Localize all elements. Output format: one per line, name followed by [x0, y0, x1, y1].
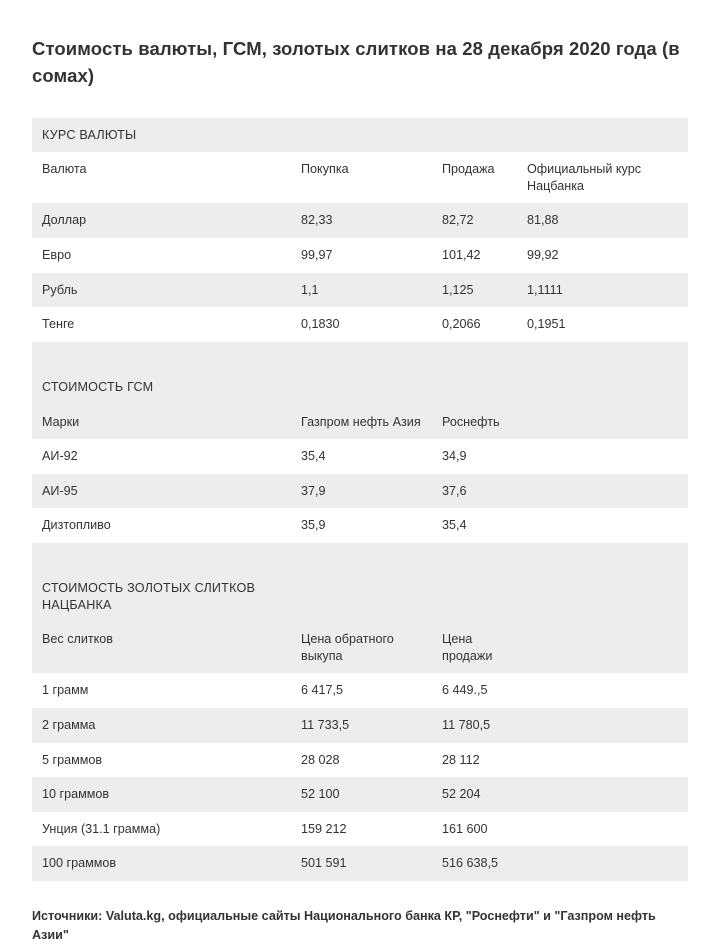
column-headers-fuel: [32, 405, 688, 440]
cell-fuel-name: Дизтопливо: [32, 508, 291, 543]
cell-currency-name: Тенге: [32, 307, 291, 342]
column-header: Газпром нефть Азия: [291, 405, 432, 440]
column-header: Официальный курс Нацбанка: [517, 152, 688, 203]
cell-gold-extra: [517, 812, 688, 847]
section-filler: [517, 370, 688, 405]
table-row: [32, 307, 688, 342]
column-header: [517, 405, 688, 440]
section-filler: [432, 118, 517, 153]
cell-fuel-name: АИ-95: [32, 474, 291, 509]
cell-currency-buy: 82,33: [291, 203, 432, 238]
section-filler: [517, 571, 688, 622]
cell-currency-sell: 101,42: [432, 238, 517, 273]
cell-gold-buyback: 501 591: [291, 846, 432, 881]
cell-fuel-gazprom: 35,4: [291, 439, 432, 474]
cell-currency-buy: 1,1: [291, 273, 432, 308]
cell-gold-weight: 5 граммов: [32, 743, 291, 778]
table-row: [32, 474, 688, 509]
cell-gold-buyback: 159 212: [291, 812, 432, 847]
cell-currency-official: 99,92: [517, 238, 688, 273]
column-header: Цена обратного выкупа: [291, 622, 432, 673]
section-title-fuel: СТОИМОСТЬ ГСМ: [32, 370, 291, 405]
cell-currency-buy: 99,97: [291, 238, 432, 273]
cell-gold-weight: 1 грамм: [32, 673, 291, 708]
section-filler: [291, 571, 432, 622]
cell-gold-weight: 100 граммов: [32, 846, 291, 881]
cell-gold-sale: 516 638,5: [432, 846, 517, 881]
rates-table: [32, 118, 688, 881]
cell-fuel-extra: [517, 508, 688, 543]
table-row: [32, 273, 688, 308]
section-title-currency: КУРС ВАЛЮТЫ: [32, 118, 291, 153]
page-title: Стоимость валюты, ГСМ, золотых слитков на 28 декабря 2020 года (в сомах): [32, 38, 680, 86]
section-divider: [32, 342, 688, 370]
table-row: [32, 846, 688, 881]
table-row: [32, 439, 688, 474]
cell-fuel-rosneft: 35,4: [432, 508, 517, 543]
cell-gold-buyback: 6 417,5: [291, 673, 432, 708]
section-filler: [517, 118, 688, 153]
column-header: Цена продажи: [432, 622, 517, 673]
column-header: Продажа: [432, 152, 517, 203]
column-header: Вес слитков: [32, 622, 291, 673]
cell-gold-extra: [517, 743, 688, 778]
cell-gold-extra: [517, 777, 688, 812]
cell-gold-weight: 10 граммов: [32, 777, 291, 812]
cell-gold-sale: 52 204: [432, 777, 517, 812]
section-title-gold: СТОИМОСТЬ ЗОЛОТЫХ СЛИТКОВ НАЦБАНКА: [32, 571, 291, 622]
cell-gold-sale: 161 600: [432, 812, 517, 847]
cell-currency-name: Рубль: [32, 273, 291, 308]
column-header: [517, 622, 688, 673]
section-filler: [432, 370, 517, 405]
column-headers-currency: [32, 152, 688, 203]
table-row: [32, 812, 688, 847]
cell-currency-official: 1,1111: [517, 273, 688, 308]
table-row: [32, 743, 688, 778]
cell-gold-buyback: 28 028: [291, 743, 432, 778]
cell-gold-sale: 11 780,5: [432, 708, 517, 743]
table-row: [32, 238, 688, 273]
section-divider: [32, 543, 688, 571]
table-row: [32, 203, 688, 238]
cell-fuel-gazprom: 35,9: [291, 508, 432, 543]
column-header: Марки: [32, 405, 291, 440]
cell-fuel-rosneft: 37,6: [432, 474, 517, 509]
table-row: [32, 777, 688, 812]
cell-gold-buyback: 52 100: [291, 777, 432, 812]
column-header: Покупка: [291, 152, 432, 203]
source-note-wrapper: [32, 907, 688, 945]
cell-gold-buyback: 11 733,5: [291, 708, 432, 743]
cell-fuel-rosneft: 34,9: [432, 439, 517, 474]
section-header-fuel: [32, 370, 688, 405]
column-header: Роснефть: [432, 405, 517, 440]
table-row: [32, 673, 688, 708]
cell-gold-weight: 2 грамма: [32, 708, 291, 743]
cell-fuel-name: АИ-92: [32, 439, 291, 474]
cell-gold-sale: 28 112: [432, 743, 517, 778]
cell-currency-name: Доллар: [32, 203, 291, 238]
section-header-gold: [32, 571, 688, 622]
cell-currency-official: 81,88: [517, 203, 688, 238]
section-filler: [432, 571, 517, 622]
cell-fuel-extra: [517, 439, 688, 474]
section-filler: [291, 118, 432, 153]
column-header: Валюта: [32, 152, 291, 203]
table-row: [32, 708, 688, 743]
cell-gold-extra: [517, 708, 688, 743]
cell-gold-weight: Унция (31.1 грамма): [32, 812, 291, 847]
cell-gold-sale: 6 449.,5: [432, 673, 517, 708]
table-row: [32, 508, 688, 543]
cell-currency-name: Евро: [32, 238, 291, 273]
cell-fuel-extra: [517, 474, 688, 509]
section-filler: [291, 370, 432, 405]
source-note: Источники: Valuta.kg, официальные сайты Национального банка КР, "Роснефти" и "Газпром нефть Азии": [32, 909, 656, 942]
cell-gold-extra: [517, 673, 688, 708]
cell-gold-extra: [517, 846, 688, 881]
cell-currency-buy: 0,1830: [291, 307, 432, 342]
cell-currency-official: 0,1951: [517, 307, 688, 342]
column-headers-gold: [32, 622, 688, 673]
cell-fuel-gazprom: 37,9: [291, 474, 432, 509]
section-header-currency: [32, 118, 688, 153]
cell-currency-sell: 1,125: [432, 273, 517, 308]
cell-currency-sell: 0,2066: [432, 307, 517, 342]
cell-currency-sell: 82,72: [432, 203, 517, 238]
